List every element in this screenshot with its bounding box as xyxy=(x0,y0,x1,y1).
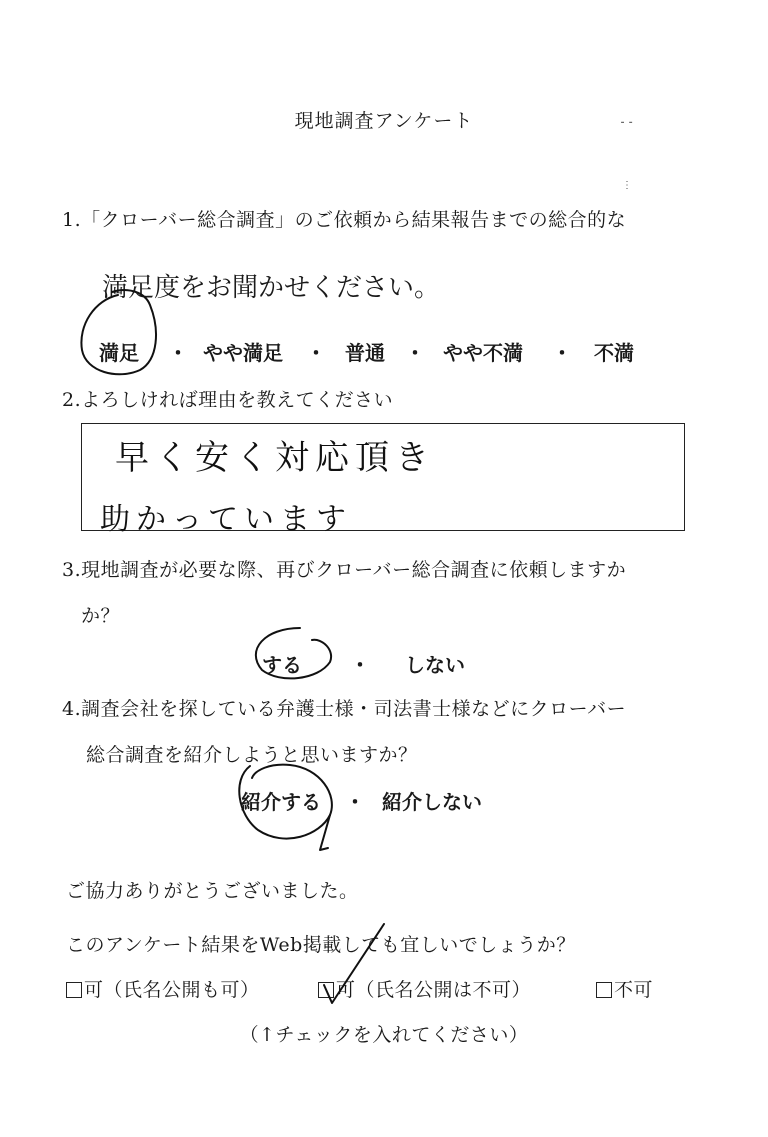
option-separator: ・ xyxy=(350,653,370,677)
scan-speck: ⋮ xyxy=(622,180,632,191)
question-3-text: 3.現地調査が必要な際、再びクローバー総合調査に依頼しますか xyxy=(62,559,627,581)
check-instruction-note: （↑チェックを入れてください） xyxy=(239,1024,529,1046)
q4-option-yes[interactable]: 紹介する xyxy=(241,790,321,814)
option-separator: ・ xyxy=(306,341,326,365)
question-2-text: 2.よろしければ理由を教えてください xyxy=(62,389,394,411)
option-separator: ・ xyxy=(345,790,365,814)
question-4-text: 4.調査会社を探している弁護士様・司法書士様などにクローバー xyxy=(62,698,627,720)
publish-option-allow-without-name[interactable]: 可（氏名公開は不可） xyxy=(318,975,531,1002)
q1-option-somewhat-dissatisfied[interactable]: やや不満 xyxy=(443,341,523,365)
option-separator: ・ xyxy=(552,341,572,365)
page-title: 現地調査アンケート xyxy=(294,110,474,132)
publish-option-deny[interactable]: 不可 xyxy=(596,975,653,1002)
option-separator: ・ xyxy=(168,341,188,365)
reason-answer-line-2: 助かっています xyxy=(100,502,352,537)
checkbox-icon[interactable] xyxy=(318,982,334,998)
q1-option-satisfied[interactable]: 満足 xyxy=(99,341,139,365)
publish-question: このアンケート結果をWeb掲載しても宜しいでしょうか？ xyxy=(66,934,576,956)
q4-circle-tail-icon xyxy=(320,815,330,850)
option-separator: ・ xyxy=(405,341,425,365)
q3-option-yes[interactable]: する xyxy=(262,653,302,677)
question-1-text: 1.「クローバー総合調査」のご依頼から結果報告までの総合的な xyxy=(62,209,627,231)
q4-option-no[interactable]: 紹介しない xyxy=(382,790,482,814)
thanks-message: ご協力ありがとうございました。 xyxy=(66,880,359,902)
question-1-subtext: 満足度をお聞かせください。 xyxy=(102,273,441,303)
question-3-text-cont: か？ xyxy=(81,605,121,627)
publish-option-allow-with-name[interactable]: 可（氏名公開も可） xyxy=(66,975,260,1002)
reason-answer-line-1: 早く安く対応頂き xyxy=(115,438,435,478)
q1-option-dissatisfied[interactable]: 不満 xyxy=(594,341,634,365)
checkbox-icon[interactable] xyxy=(66,982,82,998)
q3-option-no[interactable]: しない xyxy=(405,653,465,677)
q1-option-somewhat-satisfied[interactable]: やや満足 xyxy=(203,341,283,365)
q1-option-neutral[interactable]: 普通 xyxy=(345,341,385,365)
checkbox-icon[interactable] xyxy=(596,982,612,998)
scan-speck: ⁃ ⁃ xyxy=(620,118,634,129)
question-4-text-cont: 総合調査を紹介しようと思いますか？ xyxy=(86,744,418,766)
